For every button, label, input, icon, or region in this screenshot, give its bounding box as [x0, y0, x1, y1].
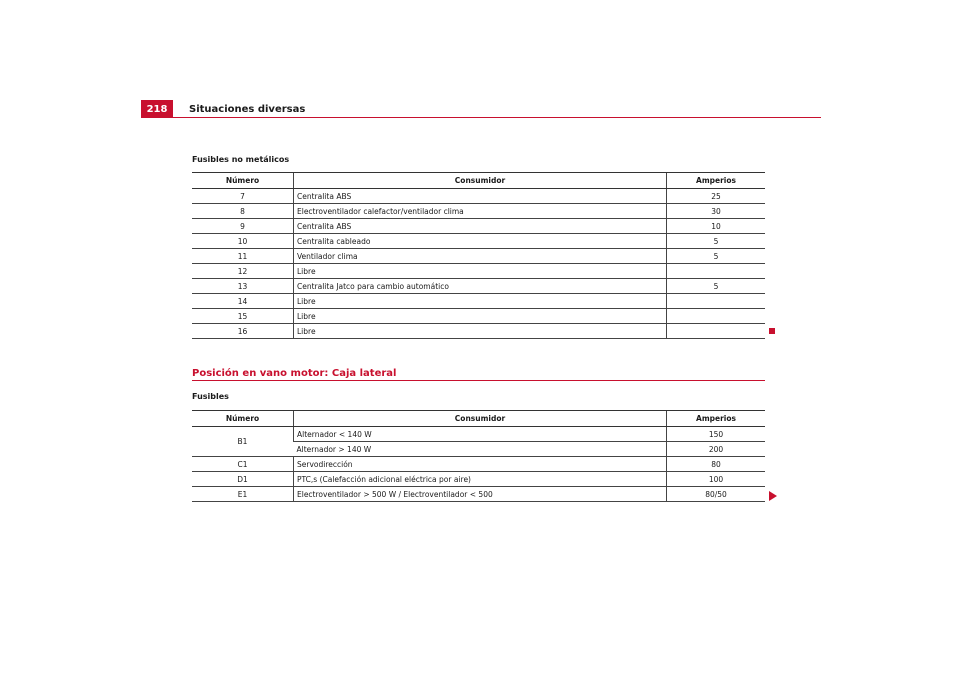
cell-consumidor: Centralita cableado	[294, 234, 667, 249]
cell-numero: B1	[192, 427, 294, 457]
cell-consumidor: Libre	[294, 294, 667, 309]
table-row	[192, 234, 765, 249]
cell-numero: 8	[192, 204, 294, 219]
page-number: 218	[141, 100, 173, 118]
cell-consumidor: Ventilador clima	[294, 249, 667, 264]
cell-numero: 11	[192, 249, 294, 264]
cell-numero: 9	[192, 219, 294, 234]
cell-amperios: 5	[667, 234, 766, 249]
cell-amperios: 5	[667, 249, 766, 264]
cell-numero: D1	[192, 472, 294, 487]
cell-numero: 10	[192, 234, 294, 249]
table-row	[192, 249, 765, 264]
section-divider	[192, 380, 765, 381]
cell-amperios: 100	[667, 472, 766, 487]
fuse-table-non-metallic	[192, 172, 765, 339]
table-row	[192, 487, 765, 502]
header-title: Situaciones diversas	[189, 104, 306, 115]
header-divider	[141, 117, 821, 118]
column-header-numero: Número	[192, 173, 294, 189]
cell-consumidor: Alternador > 140 W	[294, 442, 667, 457]
cell-numero: 12	[192, 264, 294, 279]
cell-numero: C1	[192, 457, 294, 472]
cell-consumidor: Libre	[294, 324, 667, 339]
table-row	[192, 427, 765, 442]
cell-consumidor: Centralita ABS	[294, 219, 667, 234]
table-row	[192, 204, 765, 219]
cell-amperios: 10	[667, 219, 766, 234]
table-row	[192, 457, 765, 472]
fuse-table-side-box	[192, 410, 765, 502]
cell-numero: 15	[192, 309, 294, 324]
cell-amperios: 30	[667, 204, 766, 219]
table1-subtitle: Fusibles no metálicos	[192, 155, 290, 164]
cell-consumidor: Libre	[294, 264, 667, 279]
cell-amperios	[667, 294, 766, 309]
cell-amperios: 5	[667, 279, 766, 294]
table-row	[192, 279, 765, 294]
column-header-amperios: Amperios	[667, 411, 766, 427]
table-header-row	[192, 173, 765, 189]
cell-numero: 7	[192, 189, 294, 204]
cell-consumidor: Electroventilador > 500 W / Electroventilador < 500	[294, 487, 667, 502]
cell-consumidor: Centralita ABS	[294, 189, 667, 204]
column-header-numero: Número	[192, 411, 294, 427]
column-header-consumidor: Consumidor	[294, 173, 667, 189]
cell-consumidor: Centralita Jatco para cambio automático	[294, 279, 667, 294]
cell-amperios: 80	[667, 457, 766, 472]
cell-numero: 16	[192, 324, 294, 339]
column-header-amperios: Amperios	[667, 173, 766, 189]
table-row	[192, 294, 765, 309]
cell-consumidor: Libre	[294, 309, 667, 324]
cell-amperios: 25	[667, 189, 766, 204]
cell-consumidor: Servodirección	[294, 457, 667, 472]
table-header-row	[192, 411, 765, 427]
table-row	[192, 324, 765, 339]
table2-subtitle: Fusibles	[192, 392, 229, 401]
cell-consumidor: Electroventilador calefactor/ventilador clima	[294, 204, 667, 219]
table-row	[192, 189, 765, 204]
cell-amperios: 200	[667, 442, 766, 457]
cell-amperios	[667, 309, 766, 324]
cell-amperios: 80/50	[667, 487, 766, 502]
next-page-arrow-icon	[769, 491, 777, 501]
table-row	[192, 309, 765, 324]
cell-amperios	[667, 324, 766, 339]
cell-consumidor: Alternador < 140 W	[294, 427, 667, 442]
cell-amperios: 150	[667, 427, 766, 442]
table-row	[192, 472, 765, 487]
cell-numero: 13	[192, 279, 294, 294]
cell-amperios	[667, 264, 766, 279]
cell-numero: E1	[192, 487, 294, 502]
cell-numero: 14	[192, 294, 294, 309]
table-row	[192, 264, 765, 279]
cell-consumidor: PTC,s (Calefacción adicional eléctrica por aire)	[294, 472, 667, 487]
column-header-consumidor: Consumidor	[294, 411, 667, 427]
section-title: Posición en vano motor: Caja lateral	[192, 368, 397, 379]
square-mark-icon	[769, 328, 775, 334]
table-row	[192, 219, 765, 234]
